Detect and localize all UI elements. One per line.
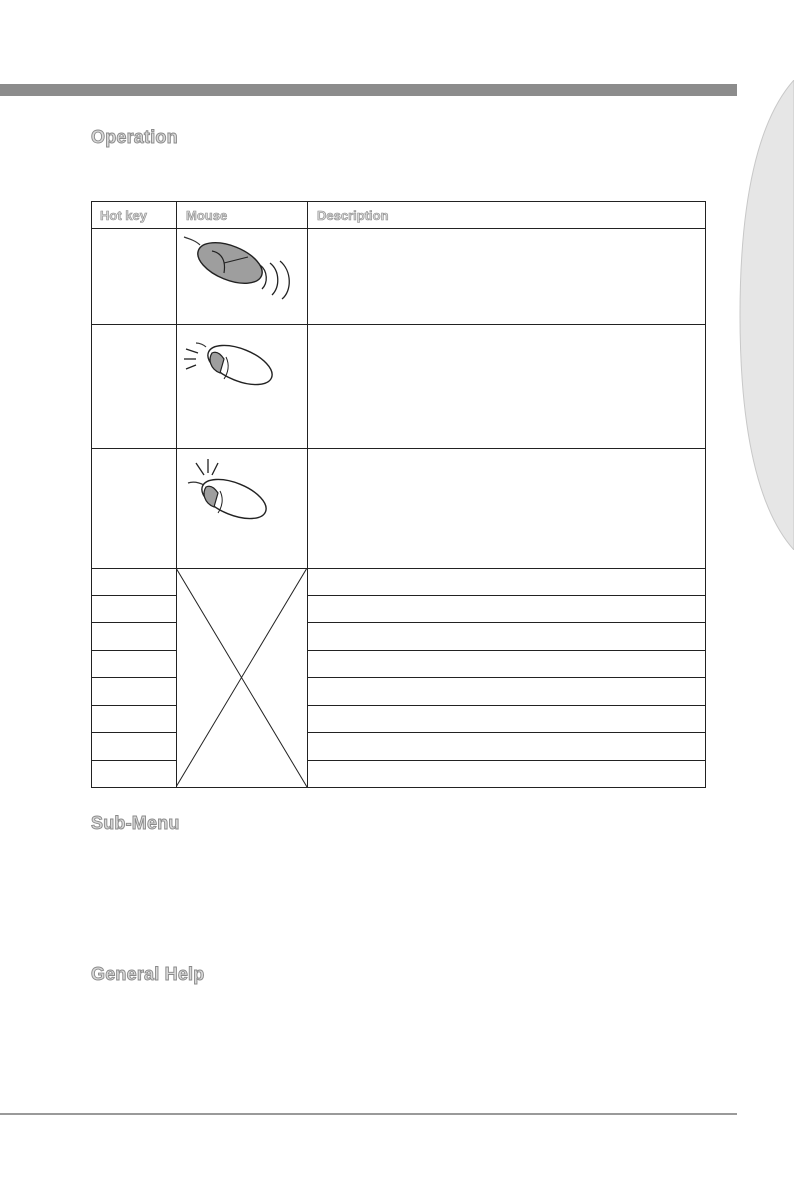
row-separator	[307, 622, 705, 623]
operation-heading: Operation	[91, 127, 178, 147]
row-separator	[92, 622, 176, 623]
row-separator	[92, 448, 705, 449]
row-separator	[92, 228, 705, 229]
mouse-move-icon	[182, 233, 302, 303]
header-hotkey: Hot key	[100, 208, 147, 223]
row-separator	[307, 677, 705, 678]
operation-table	[91, 201, 706, 788]
not-applicable-cross	[176, 568, 307, 787]
row-separator	[307, 650, 705, 651]
header-bar	[0, 84, 737, 96]
row-separator	[92, 650, 176, 651]
mouse-left-click-icon	[182, 457, 292, 527]
row-separator	[92, 732, 176, 733]
row-separator	[307, 705, 705, 706]
submenu-heading: Sub-Menu	[91, 813, 180, 833]
row-separator	[307, 595, 705, 596]
row-separator	[92, 595, 176, 596]
header-description: Description	[317, 208, 389, 223]
header-mouse: Mouse	[186, 208, 228, 223]
row-separator	[92, 760, 176, 761]
mouse-left-click-icon	[182, 335, 292, 395]
row-separator	[307, 732, 705, 733]
row-separator	[92, 705, 176, 706]
general-help-heading: General Help	[91, 964, 205, 984]
footer-rule	[0, 1113, 737, 1115]
row-separator	[92, 324, 705, 325]
row-separator	[92, 677, 176, 678]
chapter-side-tab	[738, 80, 794, 550]
column-divider	[307, 202, 308, 787]
row-separator	[307, 760, 705, 761]
